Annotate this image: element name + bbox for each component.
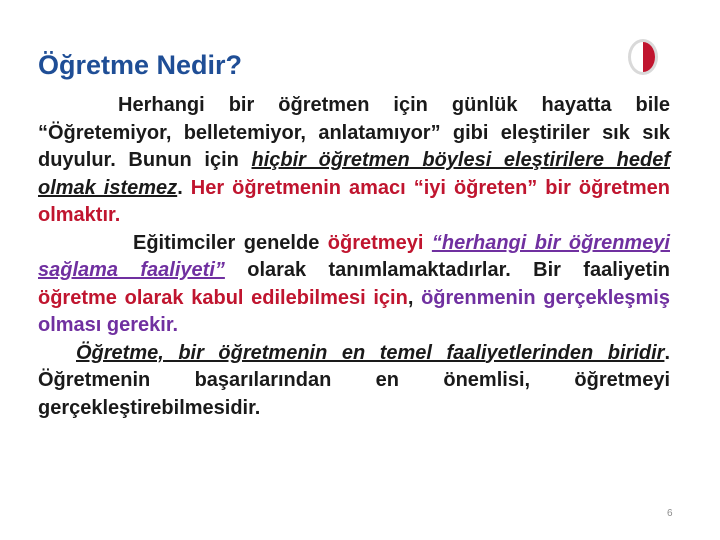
text-run-italic-underlined: hiçbir öğretmen böylesi eleştirilere hedef olmak istemez: [38, 149, 670, 199]
logo-icon: [626, 36, 660, 78]
text-run: . Öğretmenin başarılarından en önemlisi, öğretmeyi gerçekleştirebilmesidir.: [38, 341, 670, 419]
text-run-red: Her öğretmenin amacı “iyi öğreten” bir öğretmen olmaktır.: [38, 176, 670, 226]
paragraph-1: [38, 92, 670, 230]
paragraph-3: [38, 340, 670, 423]
text-run-red: öğretme olarak kabul edilebilmesi için: [38, 286, 408, 309]
text-run-red: öğretmeyi: [327, 231, 432, 254]
text-run-purple: öğrenmenin gerçekleşmiş olması gerekir.: [38, 286, 670, 336]
slide-title: Öğretme Nedir?: [38, 50, 243, 80]
text-run: .: [177, 176, 191, 199]
text-run-italic-underlined: Öğretme, bir öğretmenin en temel faaliyetlerinden biridir: [76, 341, 665, 364]
text-run: ,: [407, 286, 422, 309]
page-number: 6: [667, 508, 673, 519]
text-run: Herhangi bir öğretmen için günlük hayatta bile “Öğretemiyor, belletemiyor, anlatamıyor” gibi eleştiriler sık sık duyulur. Bunun için: [38, 94, 670, 171]
text-run: olarak tanımlamaktadırlar. Bir faaliyetin: [224, 259, 670, 281]
body-text: [38, 92, 670, 422]
text-run-purple-italic: “herhangi bir öğrenmeyi sağlama faaliyeti”: [38, 231, 670, 281]
text-run: Eğitimciler genelde: [133, 231, 328, 254]
paragraph-2: [38, 230, 670, 340]
